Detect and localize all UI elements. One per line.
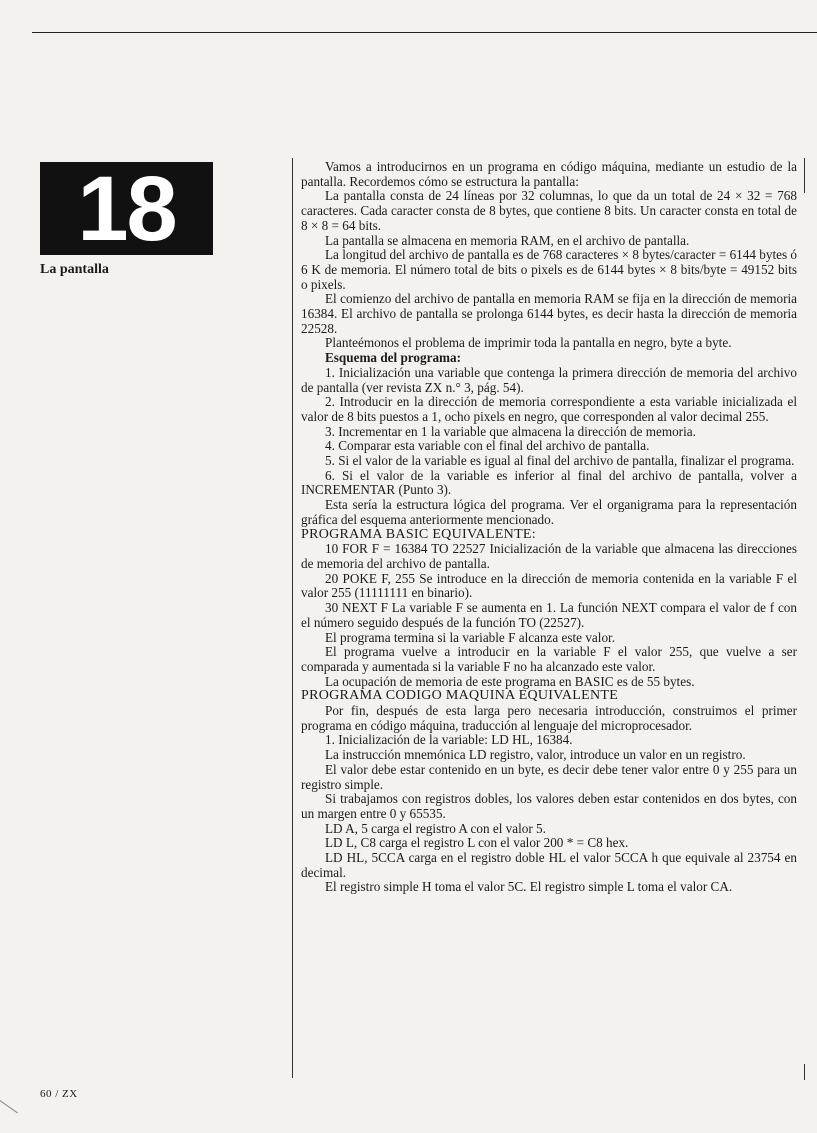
paragraph: LD A, 5 carga el registro A con el valor 5. [325, 820, 546, 836]
page-number: 60 / ZX [40, 1088, 78, 1100]
column-rule-right-top [804, 158, 805, 193]
paragraph: El registro simple H toma el valor 5C. El registro simple L toma el valor CA. [325, 879, 733, 895]
chapter-number-box [40, 157, 213, 260]
paragraph: La longitud del archivo de pantalla es de 768 caracteres × 8 bytes/caracter = 6144 bytes ó 6 K de memoria. El número total de bits o pixels es de 6144 bytes × 8 bits/byte = 49152 bits o pixels. [301, 247, 797, 292]
paragraph: La instrucción mnemónica LD registro, valor, introduce un valor en un registro. [325, 747, 746, 763]
page-corner-mark [0, 1100, 18, 1133]
paragraph: El programa vuelve a introducir en la variable F el valor 255, que vuelve a ser comparada y aumentada si la variable F no ha alcanzado este valor. [301, 644, 797, 674]
paragraph: 1. Inicialización de la variable: LD HL, 16384. [325, 732, 573, 748]
paragraph: El programa termina si la variable F alcanza este valor. [325, 629, 616, 645]
top-rule [32, 32, 817, 33]
paragraph: La ocupación de memoria de este programa en BASIC es de 55 bytes. [325, 673, 695, 689]
paragraph: El valor debe estar contenido en un byte, es decir debe tener valor entre 0 y 255 para un registro simple. [301, 761, 797, 792]
paragraph: La pantalla consta de 24 líneas por 32 columnas, lo que da un total de 24 × 32 = 768 caracteres. Cada caracter consta de 8 bytes, que contiene 8 bits. Un caracter consta en total de 8 × 8 = 64 bits. [301, 188, 797, 233]
scheme-heading: Esquema del programa: [325, 350, 462, 366]
scheme-item: 4. Comparar esta variable con el final del archivo de pantalla. [325, 438, 650, 454]
scheme-item: 5. Si el valor de la variable es igual al final del archivo de pantalla, finalizar el programa. [325, 453, 795, 469]
paragraph: Planteémonos el problema de imprimir toda la pantalla en negro, byte a byte. [325, 335, 732, 351]
paragraph: LD L, C8 carga el registro L con el valor 200 * = C8 hex. [325, 835, 629, 851]
scheme-item: 3. Incrementar en 1 la variable que almacena la dirección de memoria. [325, 423, 696, 439]
paragraph: 10 FOR F = 16384 TO 22527 Inicialización de la variable que almacena las direcciones de memoria del archivo de pantalla. [301, 541, 797, 571]
section-heading-basic: PROGRAMA BASIC EQUIVALENTE: [301, 526, 536, 542]
article-body [301, 160, 797, 895]
chapter-title: La pantalla [40, 262, 109, 277]
paragraph: El comienzo del archivo de pantalla en memoria RAM se fija en la dirección de memoria 16384. El archivo de pantalla se prolonga 6144 bytes, es decir hasta la dirección de memoria 22528. [301, 291, 797, 336]
paragraph: LD HL, 5CCA carga en el registro doble HL el valor 5CCA h que equivale al 23754 en decimal. [301, 850, 797, 880]
paragraph: Vamos a introducirnos en un programa en código máquina, mediante un estudio de la pantalla. Recordemos cómo se estructura la pantalla: [301, 159, 797, 189]
chapter-number: 18 [77, 157, 176, 260]
paragraph: La pantalla se almacena en memoria RAM, en el archivo de pantalla. [325, 232, 690, 248]
scheme-item: 1. Inicialización una variable que contenga la primera dirección de memoria del archivo de pantalla (ver revista ZX n.° 3, pág. 54). [301, 364, 797, 395]
column-rule-left [292, 158, 293, 1078]
scheme-item: 6. Si el valor de la variable es inferior al final del archivo de pantalla, volver a INCREMENTAR (Punto 3). [301, 467, 797, 498]
paragraph: Esta sería la estructura lógica del programa. Ver el organigrama para la representación gráfica del esquema anteriormente mencionado. [301, 497, 797, 527]
scheme-item: 2. Introducir en la dirección de memoria correspondiente a esta variable inicializada el valor de 8 bits puestos a 1, ocho pixels en negro, que corresponden al valor decimal 255. [301, 394, 797, 424]
paragraph: Si trabajamos con registros dobles, los valores deben estar contenidos en dos bytes, con un margen entre 0 y 65535. [301, 791, 797, 821]
column-rule-right-bottom [804, 1064, 805, 1080]
paragraph: 30 NEXT F La variable F se aumenta en 1. La función NEXT compara el valor de f con el número seguido después de la función TO (22527). [301, 600, 797, 630]
section-heading-machine-code: PROGRAMA CODIGO MAQUINA EQUIVALENTE [301, 688, 619, 704]
paragraph: Por fin, después de esta larga pero necesaria introducción, construimos el primer programa en código máquina, traducción al lenguaje del microprocesador. [301, 703, 797, 733]
paragraph: 20 POKE F, 255 Se introduce en la dirección de memoria contenida en la variable F el valor 255 (11111111 en binario). [301, 570, 797, 601]
